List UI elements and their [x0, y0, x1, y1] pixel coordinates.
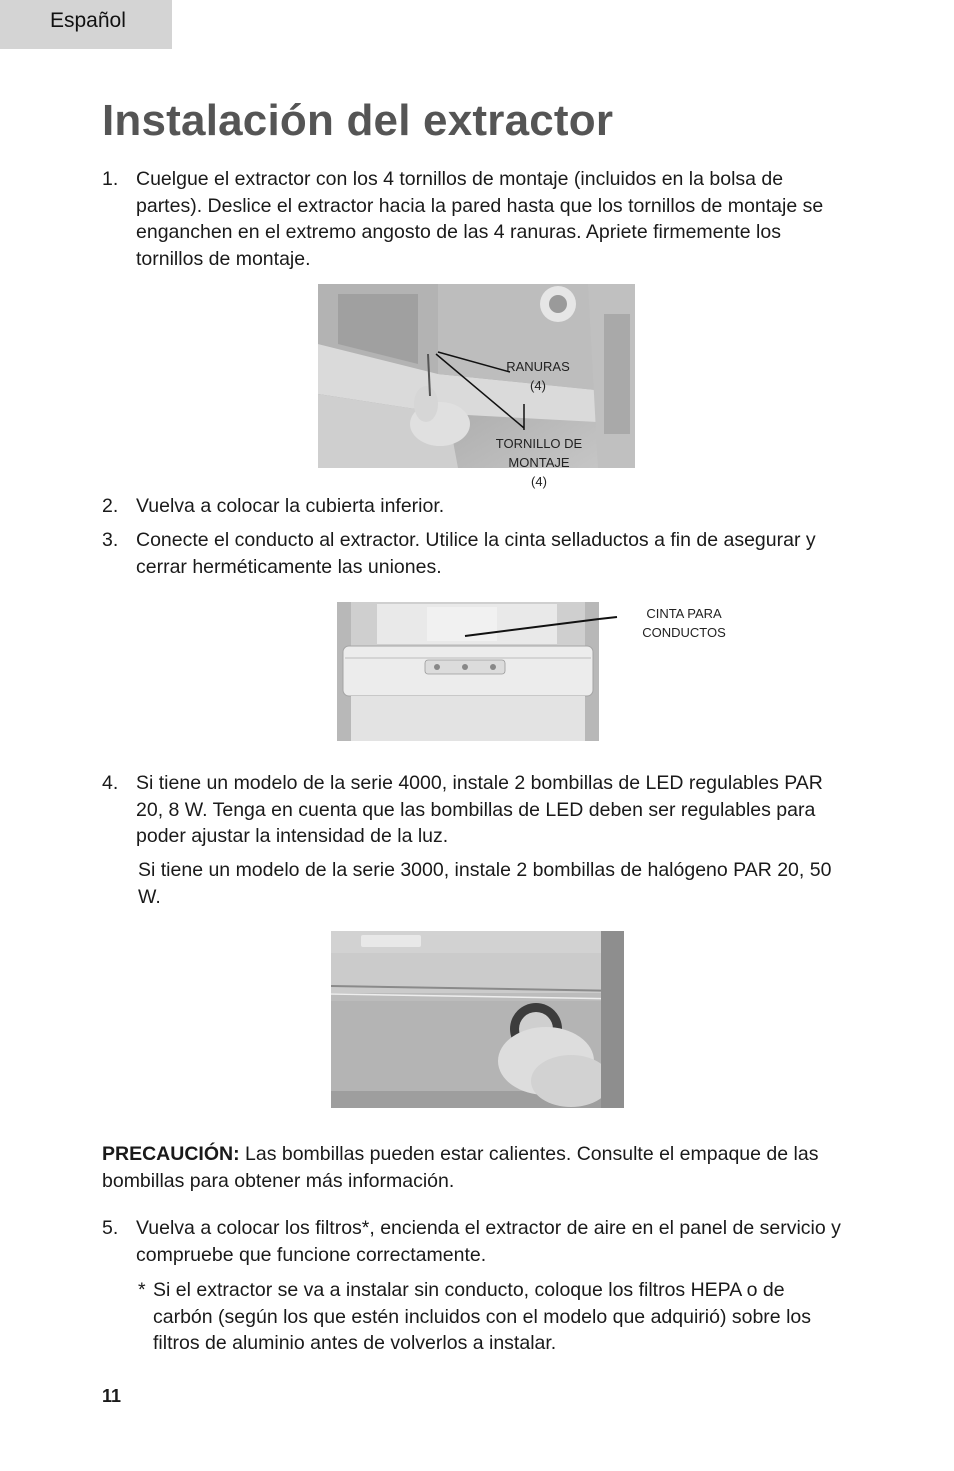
step-text: Si tiene un modelo de la serie 4000, instale 2 bombillas de LED regulables PAR 20, 8 W. Tenga en cuenta que las bombillas de LED deben ser regulables para poder ajustar la intensidad de la luz. — [136, 772, 823, 847]
label-cinta-line2: CONDUCTOS — [642, 625, 726, 640]
page-number: 11 — [102, 1386, 122, 1406]
label-tornillo-line3: (4) — [531, 474, 547, 489]
label-ranuras-line2: (4) — [530, 378, 546, 393]
page-title: Instalación del extractor — [102, 96, 614, 145]
step-text: Conecte el conducto al extractor. Utilice la cinta sellaductos a fin de asegurar y cerrar herméticamente las uniones. — [136, 529, 816, 578]
label-cinta — [628, 604, 740, 642]
caution-paragraph — [102, 1141, 847, 1195]
footnote — [138, 1277, 843, 1357]
step-text: Vuelva a colocar la cubierta inferior. — [136, 495, 445, 517]
step-1 — [102, 166, 847, 272]
caution-label: PRECAUCIÓN: — [102, 1143, 240, 1165]
step-4 — [102, 770, 847, 850]
language-tab: Español — [0, 0, 172, 49]
step-text: Cuelgue el extractor con los 4 tornillos de montaje (incluidos en la bolsa de partes). Deslice el extractor hacia la pared hasta que los tornillos de montaje se enganchen en el extremo angosto de las 4 ranuras. Apriete firmemente los tornillos de montaje. — [136, 168, 824, 270]
step-5 — [102, 1215, 847, 1268]
bulb-installation-illustration — [331, 931, 624, 1108]
step-4-extra: Si tiene un modelo de la serie 3000, instale 2 bombillas de halógeno PAR 20, 50 W. — [138, 859, 832, 908]
step-number: 5. — [102, 1217, 119, 1239]
label-tornillo-line1: TORNILLO DE — [495, 436, 583, 451]
label-ranuras — [498, 357, 578, 395]
caution-text: Las bombillas pueden estar calientes. Consulte el empaque de las bombillas para obtener más información. — [102, 1143, 819, 1192]
duct-tape-photo — [337, 602, 599, 741]
label-tornillo — [489, 434, 589, 491]
label-cinta-line1: CINTA PARA — [646, 606, 722, 621]
bulb-install-photo — [331, 931, 624, 1108]
footnote-text: Si el extractor se va a instalar sin conducto, coloque los filtros HEPA o de carbón (según los que estén incluidos con el modelo que adquirió) sobre los filtros de aluminio antes de volverlos a instalar. — [153, 1279, 811, 1354]
step-3 — [102, 527, 847, 580]
footnote-asterisk: * — [138, 1279, 146, 1301]
label-ranuras-line1: RANURAS — [506, 359, 570, 374]
step-number: 3. — [102, 529, 119, 551]
step-number: 2. — [102, 495, 119, 517]
step-text: Vuelva a colocar los filtros*, encienda el extractor de aire en el panel de servicio y compruebe que funcione correctamente. — [136, 1217, 841, 1266]
callout-leader-line — [599, 610, 619, 622]
step-number: 1. — [102, 168, 119, 190]
step-2 — [102, 493, 847, 520]
label-tornillo-line2: MONTAJE — [508, 455, 570, 470]
range-hood-illustration — [337, 602, 599, 741]
step-number: 4. — [102, 772, 119, 794]
